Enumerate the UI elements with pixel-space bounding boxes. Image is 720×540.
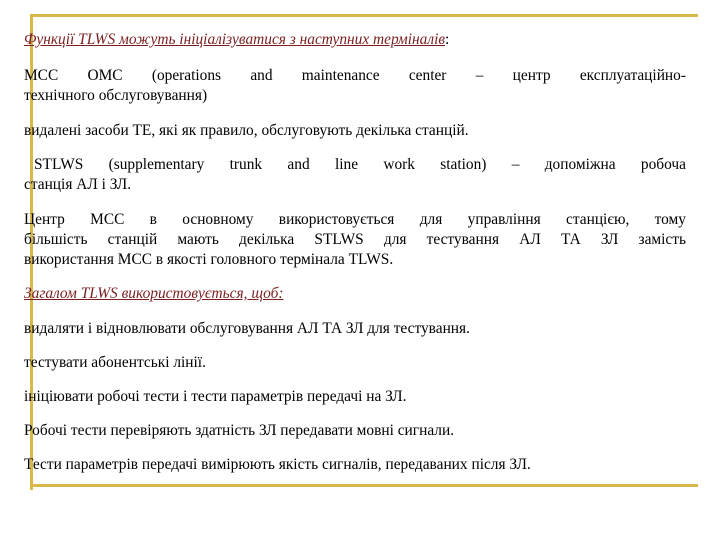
heading-tlws-terminals — [24, 30, 686, 50]
paragraph-remote-te: видалені засоби ТЕ, які як правило, обслуговують декілька станцій. — [24, 122, 469, 139]
list-item-remove-restore: видаляти і відновлювати обслуговування АЛ ТА ЗЛ для тестування. — [24, 320, 470, 337]
paragraph-mcc-center-line3: використання МСС в якості головного термінала TLWS. — [24, 251, 394, 268]
list-item-initiate-tests: ініціювати робочі тести і тести параметрів передачі на ЗЛ. — [24, 388, 407, 405]
paragraph-mcc-line2: технічного обслуговування) — [24, 87, 208, 104]
paragraph-mcc-center-line1: Центр МСС в основному використовується для управління станцією, тому — [24, 211, 686, 228]
list-item-working-tests: Робочі тести перевіряють здатність ЗЛ передавати мовні сигнали. — [24, 422, 455, 439]
list-item-test-subscriber: тестувати абонентські лінії. — [24, 354, 206, 371]
top-border-rule — [30, 14, 698, 17]
heading-tlws-terminals-colon: : — [445, 31, 450, 48]
paragraph-mcc-center-line2: більшість станцій мають декілька STLWS для тестування АЛ ТА ЗЛ замість — [24, 231, 686, 248]
paragraph-stlws-line2: станція АЛ і ЗЛ. — [24, 176, 132, 193]
paragraph-stlws-line1: STLWS (supplementary trunk and line work station) – допоміжна робоча — [34, 156, 686, 173]
heading-tlws-usage — [24, 284, 686, 304]
heading-tlws-terminals-text: Функції TLWS можуть ініціалізуватися з наступних терміналів — [24, 31, 446, 48]
heading-tlws-usage-text: Загалом TLWS використовується, щоб: — [24, 285, 284, 302]
bottom-border-rule — [30, 484, 698, 487]
list-item-transmission-tests: Тести параметрів передачі вимірюють якість сигналів, передаваних після ЗЛ. — [24, 456, 531, 473]
paragraph-mcc-line1: МСС OMC (operations and maintenance center – центр експлуатаційно- — [24, 67, 686, 84]
